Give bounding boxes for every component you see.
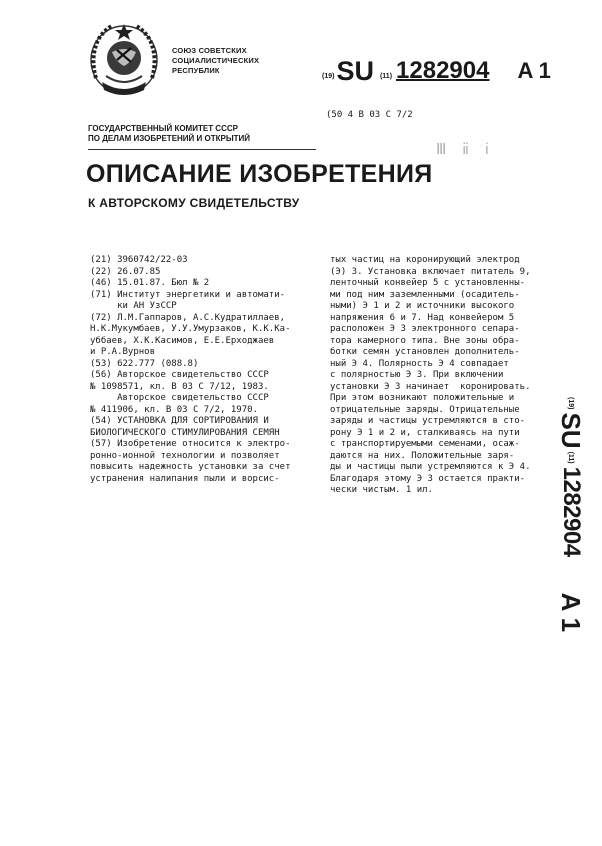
vertical-patent-number-text bbox=[556, 394, 586, 694]
text-line: ленточный конвейер 5 с установленны- bbox=[330, 278, 526, 288]
text-line: БИОЛОГИЧЕСКОГО СТИМУЛИРОВАНИЯ СЕМЯН bbox=[90, 427, 280, 438]
committee-line: ПО ДЕЛАМ ИЗОБРЕТЕНИЙ И ОТКРЫТИЙ bbox=[88, 134, 251, 143]
union-line: СОЦИАЛИСТИЧЕСКИХ bbox=[172, 56, 260, 65]
text-line: отрицательные заряды. Отрицательные bbox=[330, 404, 520, 415]
union-name bbox=[172, 46, 259, 76]
divider bbox=[88, 149, 316, 150]
document-kind: A 1 bbox=[517, 58, 551, 83]
text-line: с полярностью Э 3. При включении bbox=[330, 370, 504, 380]
ipc-classification bbox=[326, 110, 413, 120]
text-line: (56) Авторское свидетельство СССР bbox=[90, 370, 269, 380]
text-line: № 411906, кл. В 03 С 7/2, 1970. bbox=[90, 404, 258, 415]
vertical-patent-number bbox=[556, 394, 586, 694]
text-line: ки АН УзССР bbox=[90, 301, 177, 311]
text-line: № 1098571, кл. В 03 С 7/12, 1983. bbox=[90, 381, 269, 392]
text-line: (22) 26.07.85 bbox=[90, 266, 161, 277]
vertical-country-code: SU bbox=[556, 412, 587, 449]
text-line: Благодаря этому Э 3 остается практи- bbox=[330, 473, 526, 484]
country-code: SU bbox=[336, 56, 374, 86]
text-line: повысить надежность установки за счет bbox=[90, 462, 291, 472]
text-line: чески чистым. 1 ил. bbox=[330, 485, 433, 495]
text-line: ронно-ионной технологии и позволяет bbox=[90, 450, 280, 461]
text-line: (21) 3960742/22-03 bbox=[90, 255, 188, 265]
ipc-text: (50 4 В 03 С 7/2 bbox=[326, 110, 413, 120]
patent-number: 1282904 bbox=[396, 57, 490, 84]
patent-number-line bbox=[322, 58, 551, 84]
text-line: (46) 15.01.87. Бюл № 2 bbox=[90, 278, 210, 288]
text-line: Авторское свидетельство СССР bbox=[90, 393, 269, 403]
document-title: ОПИСАНИЕ ИЗОБРЕТЕНИЯ bbox=[86, 160, 433, 188]
text-line: (57) Изобретение относится к электро- bbox=[90, 439, 291, 449]
text-line: установки Э 3 начинает коронировать. bbox=[330, 381, 531, 392]
document-subtitle: К АВТОРСКОМУ СВИДЕТЕЛЬСТВУ bbox=[88, 196, 300, 210]
text-line: с транспортируемыми семенами, осаж- bbox=[330, 439, 520, 449]
vertical-number-code-label: (11) bbox=[567, 451, 575, 464]
text-line: (53) 622.777 (088.8) bbox=[90, 358, 199, 369]
text-line: расположен Э 3 электронного сепара- bbox=[330, 324, 520, 334]
text-line: ными) Э 1 и 2 и источники высокого bbox=[330, 301, 515, 311]
country-code-label: (19) bbox=[322, 73, 335, 80]
committee-name bbox=[88, 124, 250, 144]
state-emblem-icon bbox=[84, 18, 164, 100]
union-line: РЕСПУБЛИК bbox=[172, 66, 220, 75]
text-line: уббаев, Х.К.Касимов, Е.Е.Ерходжаев bbox=[90, 335, 275, 346]
text-line: тора камерного типа. Вне зоны обра- bbox=[330, 335, 520, 346]
text-line: тых частиц на коронирующий электрод bbox=[330, 255, 520, 265]
vertical-patent-number-value: 1282904 bbox=[558, 466, 585, 557]
text-line: ми под ним заземленными (осадитель- bbox=[330, 289, 520, 300]
text-line: напряжения 6 и 7. Над конвейером 5 bbox=[330, 312, 515, 323]
text-line: даются на них. Положительные заря- bbox=[330, 450, 515, 461]
vertical-document-kind: A 1 bbox=[556, 592, 587, 633]
handwritten-stamp: Ⅲ ⅱ ⅰ bbox=[436, 142, 495, 158]
text-line: устранения налипания пыли и ворсис- bbox=[90, 473, 280, 484]
text-line: Н.К.Мукумбаев, У.У.Умурзаков, К.К.Ка- bbox=[90, 324, 291, 334]
text-line: и Р.А.Вурнов bbox=[90, 347, 156, 357]
union-line: СОЮЗ СОВЕТСКИХ bbox=[172, 46, 247, 55]
text-line: (72) Л.М.Гаппаров, А.С.Кудратиллаев, bbox=[90, 312, 286, 323]
text-line: ный Э 4. Полярность Э 4 совпадает bbox=[330, 358, 509, 369]
text-line: ботки семян установлен дополнитель- bbox=[330, 347, 520, 357]
committee-line: ГОСУДАРСТВЕННЫЙ КОМИТЕТ СССР bbox=[88, 124, 238, 133]
text-line: заряды и частицы устремляются в сто- bbox=[330, 416, 526, 426]
text-line: (71) Институт энергетики и автомати- bbox=[90, 289, 286, 300]
text-line: ды и частицы пыли устремляются к Э 4. bbox=[330, 462, 531, 472]
text-line: (Э) 3. Установка включает питатель 9, bbox=[330, 266, 531, 277]
number-code-label: (11) bbox=[379, 73, 393, 80]
text-line: (54) УСТАНОВКА ДЛЯ СОРТИРОВАНИЯ И bbox=[90, 416, 269, 426]
text-line: рону Э 1 и 2 и, сталкиваясь на пути bbox=[330, 427, 520, 438]
vertical-country-code-label: (19) bbox=[567, 397, 575, 410]
abstract-column bbox=[330, 255, 530, 497]
bibliographic-column bbox=[90, 255, 290, 485]
text-line: При этом возникают положительные и bbox=[330, 393, 515, 403]
